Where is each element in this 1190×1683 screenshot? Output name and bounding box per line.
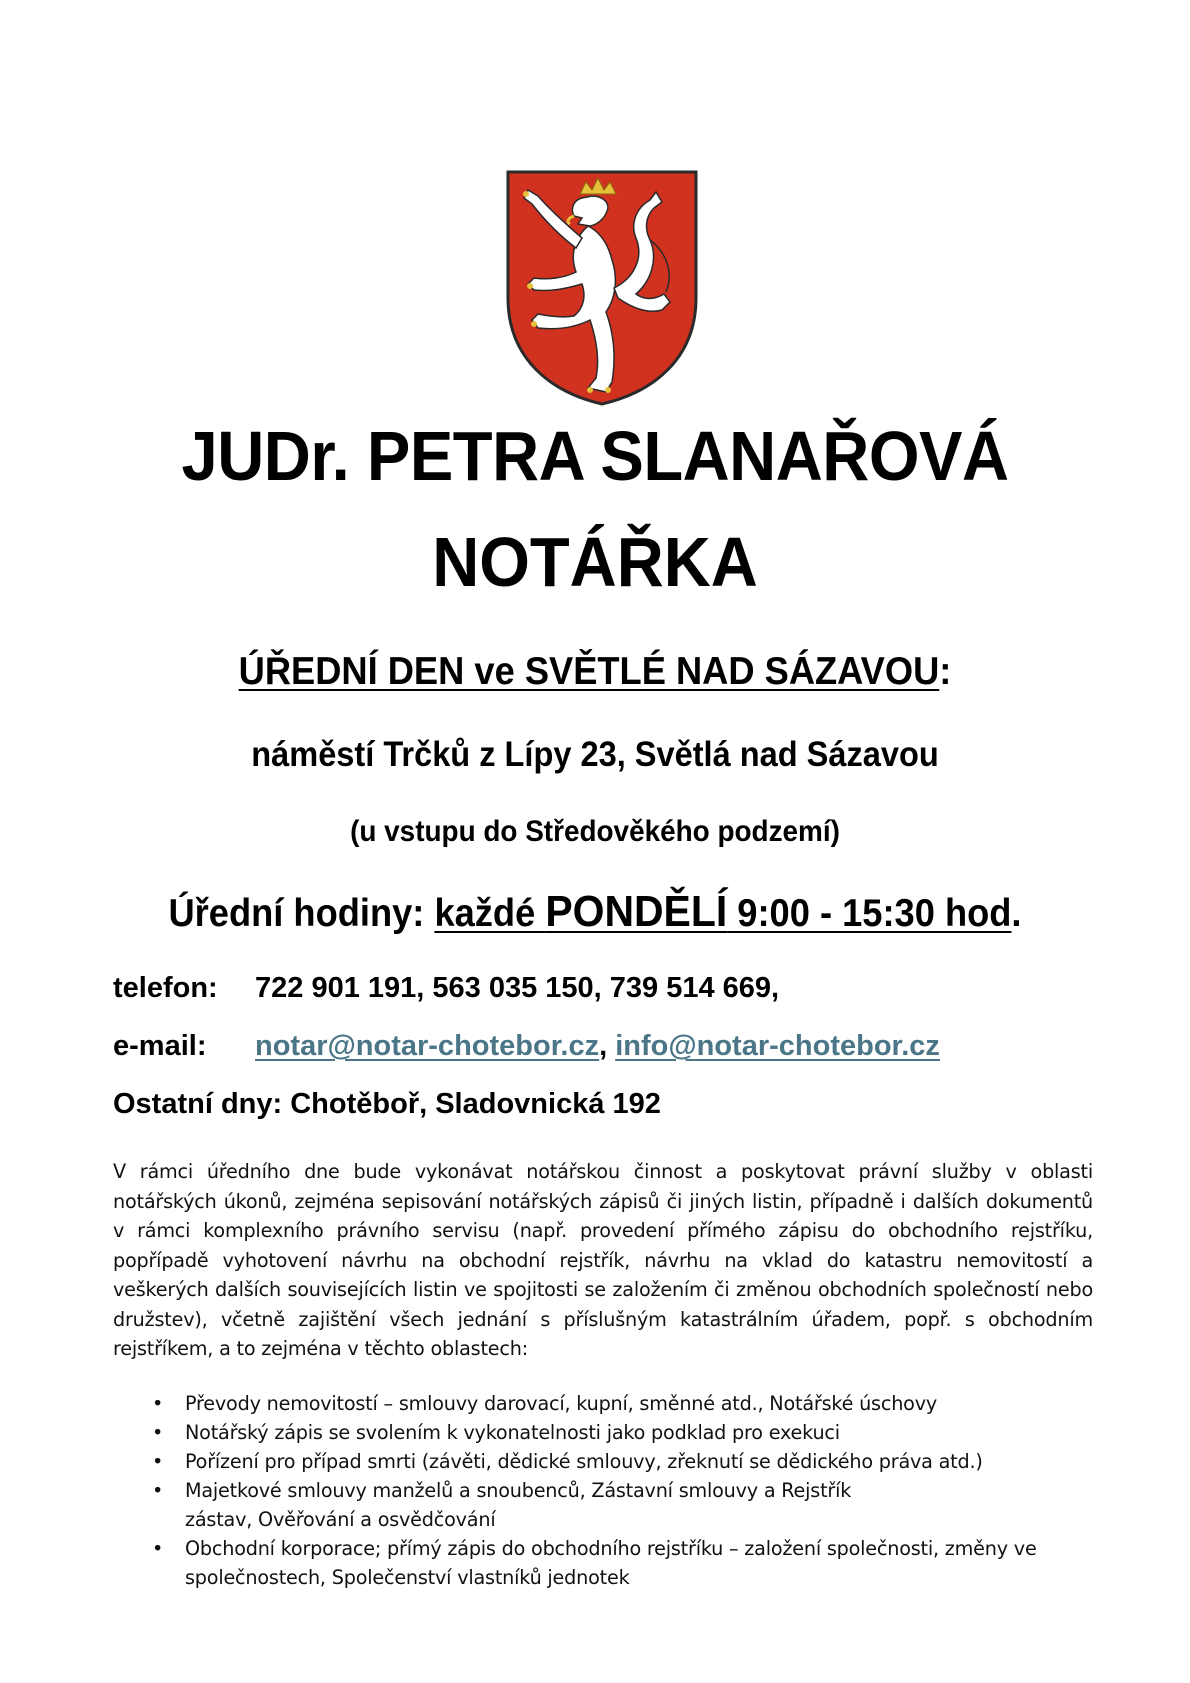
phone-label: telefon:	[113, 972, 218, 1004]
bullet-icon: •	[152, 1421, 164, 1444]
bullet-icon: •	[152, 1392, 164, 1415]
list-item	[148, 1447, 1098, 1476]
list-item-text: Majetkové smlouvy manželů a snoubenců, Zástavní smlouvy a Rejstřík zástav, Ověřování a osvědčování	[185, 1479, 852, 1531]
office-day-heading-text: ÚŘEDNÍ DEN ve SVĚTLÉ NAD SÁZAVOU	[238, 650, 940, 693]
bullet-icon: •	[152, 1479, 164, 1502]
email-separator: ,	[599, 1030, 616, 1062]
list-item	[148, 1418, 1098, 1447]
phone-row	[113, 972, 779, 1005]
phone-numbers: 722 901 191, 563 035 150, 739 514 669,	[255, 972, 780, 1004]
list-item-text: Obchodní korporace; přímý zápis do obchodního rejstříku – založení společnosti, změny ve společnostech, Společenství vlastníků jednotek	[185, 1537, 1037, 1589]
notary-name: JUDr. PETRA SLANAŘOVÁ	[181, 417, 1009, 495]
office-hours-label: Úřední hodiny:	[168, 892, 435, 935]
office-hours-period: .	[1011, 892, 1022, 935]
list-item-text: Notářský zápis se svolením k vykonatelnosti jako podklad pro exekuci	[185, 1421, 840, 1444]
notary-role: NOTÁŘKA	[432, 523, 758, 601]
services-list	[148, 1389, 1098, 1592]
other-days-row: Ostatní dny: Chotěboř, Sladovnická 192	[113, 1088, 661, 1120]
list-item-text: Převody nemovitostí – smlouvy darovací, kupní, směnné atd., Notářské úschovy	[185, 1392, 938, 1415]
office-address: náměstí Trčků z Lípy 23, Světlá nad Sázavou	[251, 735, 939, 774]
email-row	[113, 1030, 940, 1063]
office-hours-prefix: každé	[434, 892, 546, 935]
office-day-heading	[42, 650, 1149, 694]
email-link-notar[interactable]: notar@notar-chotebor.cz	[255, 1030, 600, 1062]
office-hours	[42, 887, 1149, 937]
office-hours-schedule	[434, 887, 1012, 936]
coat-of-arms-emblem	[504, 168, 700, 408]
bullet-icon: •	[152, 1537, 164, 1560]
office-location-note: (u vstupu do Středověkého podzemí)	[350, 815, 840, 848]
email-label: e-mail:	[113, 1030, 207, 1062]
list-item-text: Pořízení pro případ smrti (závěti, dědické smlouvy, zřeknutí se dědického práva atd.)	[185, 1450, 983, 1473]
services-description: V rámci úředního dne bude vykonávat notářskou činnost a poskytovat právní služby v oblasti notářských úkonů, zejména sepisování notářských zápisů či jiných listin, případně i dalších dokumentů v rámci komplexního právního servisu (např. provedení přímého zápisu do obchodního rejstříku, popřípadě vyhotovení návrhu na obchodní rejstřík, návrhu na vklad do katastru nemovitostí a veškerých dalších souvisejících listin ve spojitosti se založením či změnou obchodních společností nebo družstev), včetně zajištění všech jednání s příslušným katastrálním úřadem, popř. s obchodním rejstříkem, a to zejména v těchto oblastech:	[113, 1160, 1093, 1360]
lion-shield-icon	[504, 168, 700, 408]
office-hours-day: PONDĚLÍ	[545, 887, 728, 936]
email-link-info[interactable]: info@notar-chotebor.cz	[615, 1030, 940, 1062]
list-item	[148, 1476, 885, 1534]
list-item	[148, 1534, 1098, 1592]
list-item	[148, 1389, 1098, 1418]
bullet-icon: •	[152, 1450, 164, 1473]
office-day-heading-colon: :	[939, 650, 952, 693]
office-hours-time: 9:00 - 15:30 hod	[727, 892, 1012, 935]
